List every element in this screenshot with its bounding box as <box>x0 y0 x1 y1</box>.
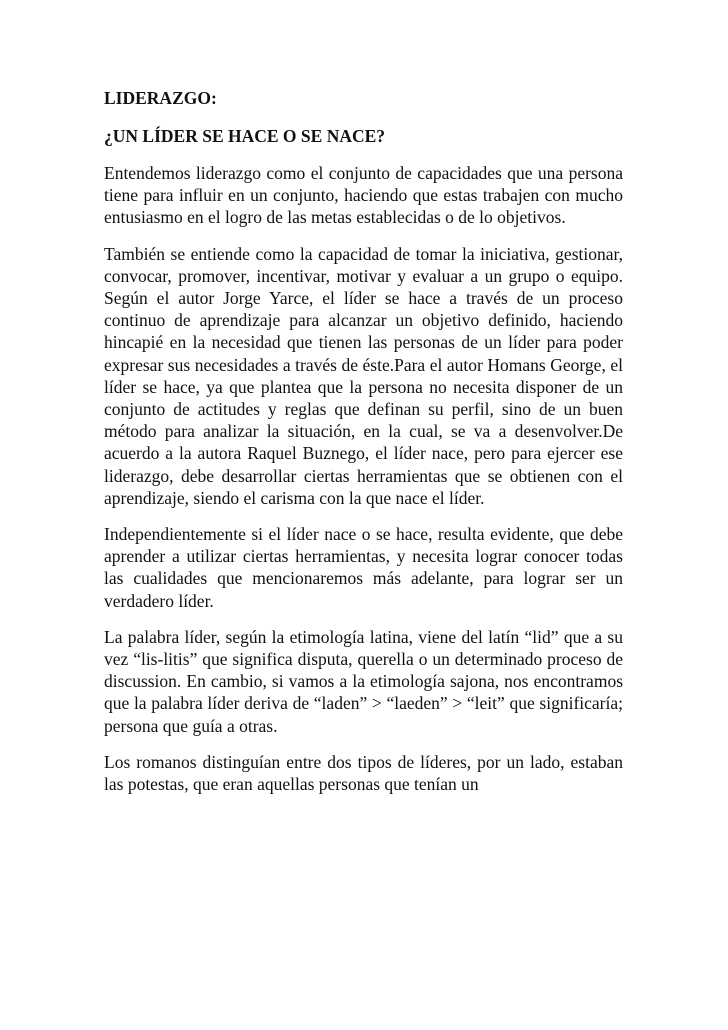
paragraph-5: Los romanos distinguían entre dos tipos de líderes, por un lado, estaban las potestas, que eran aquellas personas que tenían un <box>104 751 623 795</box>
paragraph-4: La palabra líder, según la etimología latina, viene del latín “lid” que a su vez “lis-litis” que significa disputa, querella o un determinado proceso de discussion. En cambio, si vamos a la etimología sajona, nos encontramos que la palabra líder deriva de “laden” > “laeden” > “leit” que significaría; persona que guía a otras. <box>104 626 623 736</box>
document-subtitle: ¿UN LÍDER SE HACE O SE NACE? <box>104 126 386 146</box>
document-title: LIDERAZGO: <box>104 88 217 108</box>
paragraph-2: También se entiende como la capacidad de tomar la iniciativa, gestionar, convocar, promover, incentivar, motivar y evaluar a un grupo o equipo. Según el autor Jorge Yarce, el líder se hace a través de un proceso continuo de aprendizaje para alcanzar un objetivo definido, haciendo hincapié en la necesidad que tienen las personas de un líder para poder expresar sus necesidades a través de éste.Para el autor Homans George, el líder se hace, ya que plantea que la persona no necesita disponer de un conjunto de actitudes y reglas que definan su perfil, sino de un buen método para analizar la situación, en la cual, se va a desenvolver.De acuerdo a la autora Raquel Buznego, el líder nace, pero para ejercer ese liderazgo, debe desarrollar ciertas herramientas que se obtienen con el aprendizaje, siendo el carisma con la que nace el líder. <box>104 243 623 508</box>
paragraph-3: Independientemente si el líder nace o se hace, resulta evidente, que debe aprender a utilizar ciertas herramientas, y necesita lograr conocer todas las cualidades que mencionaremos más adelante, para lograr ser un verdadero líder. <box>104 524 623 611</box>
paragraph-1: Entendemos liderazgo como el conjunto de capacidades que una persona tiene para influir en un conjunto, haciendo que estas trabajen con mucho entusiasmo en el logro de las metas establecidas o de lo objetivos. <box>104 163 623 228</box>
document-page <box>104 86 623 809</box>
